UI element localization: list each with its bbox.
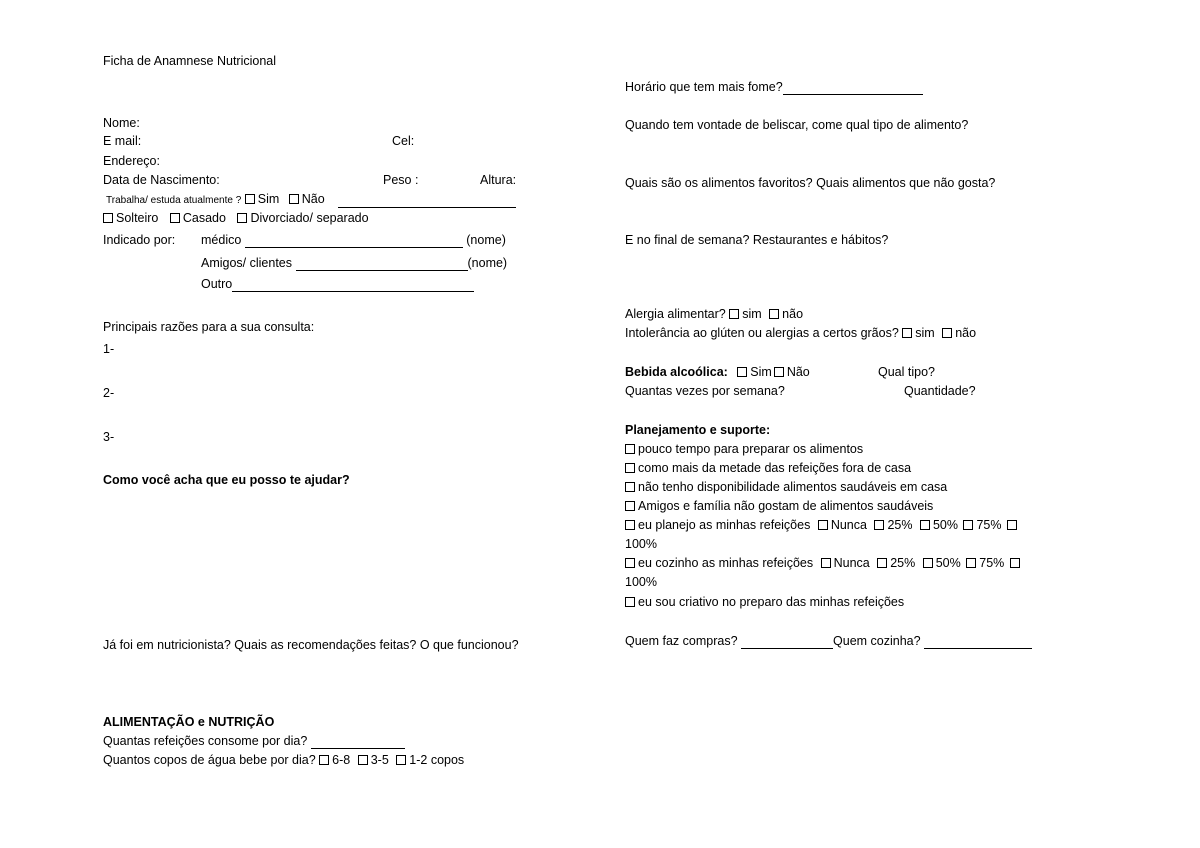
refeicoes-row: [103, 734, 405, 749]
bebida-nao-label: Não: [786, 365, 810, 379]
horario-label: Horário que tem mais fome?: [625, 80, 783, 94]
bebida-sim-label: Sim: [750, 365, 772, 379]
razao-1: 1-: [103, 342, 115, 356]
intolerancia-nao-checkbox[interactable]: [942, 328, 952, 338]
cozinho-nunca-label: Nunca: [833, 556, 870, 570]
cozinho-25-checkbox[interactable]: [877, 558, 887, 568]
casado-label: Casado: [182, 211, 226, 225]
intolerancia-row: [625, 326, 976, 341]
planejo-nunca-label: Nunca: [830, 518, 867, 532]
quantasvezes-label: Quantas vezes por semana?: [625, 384, 785, 398]
semana-question: E no final de semana? Restaurantes e hábitos?: [625, 233, 889, 247]
planejo-25-label: 25%: [887, 518, 913, 532]
trabalha-sim-checkbox[interactable]: [245, 194, 255, 204]
refeicoes-line[interactable]: [311, 736, 405, 749]
suporte-checkbox[interactable]: [625, 482, 635, 492]
copos-1-2-checkbox[interactable]: [396, 755, 406, 765]
cozinho-row: [625, 556, 1023, 571]
suporte-label: Amigos e família não gostam de alimentos saudáveis: [638, 499, 934, 513]
intolerancia-sim-label: sim: [915, 326, 935, 340]
nascimento-label: Data de Nascimento:: [103, 173, 220, 187]
planejo-75-checkbox[interactable]: [963, 520, 973, 530]
divorciado-checkbox[interactable]: [237, 213, 247, 223]
solteiro-label: Solteiro: [116, 211, 159, 225]
cozinho-25-label: 25%: [890, 556, 916, 570]
outro-line[interactable]: [232, 279, 474, 292]
cozinho-checkbox[interactable]: [625, 558, 635, 568]
solteiro-checkbox[interactable]: [103, 213, 113, 223]
cozinho-75-checkbox[interactable]: [966, 558, 976, 568]
planejo-row: [625, 518, 1020, 533]
planejo-100-label: 100%: [625, 537, 657, 551]
planejo-100-checkbox[interactable]: [1007, 520, 1017, 530]
medico-line[interactable]: [245, 235, 463, 248]
quantidade-label: Quantidade?: [904, 384, 976, 398]
planejamento-heading: Planejamento e suporte:: [625, 423, 771, 437]
favoritos-question: Quais são os alimentos favoritos? Quais alimentos que não gosta?: [625, 176, 996, 190]
amigos-line[interactable]: [296, 258, 468, 271]
alergia-sim-label: sim: [742, 307, 762, 321]
copos-6-8-checkbox[interactable]: [319, 755, 329, 765]
estado-civil-row: [103, 211, 369, 226]
criativo-item: [625, 595, 904, 610]
casado-checkbox[interactable]: [170, 213, 180, 223]
horario-row: [625, 80, 923, 95]
criativo-checkbox[interactable]: [625, 597, 635, 607]
amigos-label: Amigos/ clientes: [201, 256, 293, 270]
planejo-checkbox[interactable]: [625, 520, 635, 530]
planejo-25-checkbox[interactable]: [874, 520, 884, 530]
nome-label: Nome:: [103, 116, 140, 130]
peso-label: Peso :: [383, 173, 419, 187]
planejo-nunca-checkbox[interactable]: [818, 520, 828, 530]
intolerancia-sim-checkbox[interactable]: [902, 328, 912, 338]
copos-3-5-checkbox[interactable]: [358, 755, 368, 765]
copos-6-8-label: 6-8: [332, 753, 351, 767]
suporte-item: [625, 461, 911, 476]
planejo-50-checkbox[interactable]: [920, 520, 930, 530]
cozinho-nunca-checkbox[interactable]: [821, 558, 831, 568]
medico-label: médico: [201, 233, 242, 247]
copos-1-2-label: 1-2 copos: [409, 753, 465, 767]
copos-3-5-label: 3-5: [370, 753, 389, 767]
endereco-label: Endereço:: [103, 154, 160, 168]
trabalha-nao-label: Não: [301, 192, 325, 206]
bebida-label: Bebida alcoólica:: [625, 365, 728, 379]
amigos-row: [201, 256, 507, 271]
outro-row: [201, 277, 474, 292]
beliscar-question: Quando tem vontade de beliscar, come qual tipo de alimento?: [625, 118, 969, 132]
cozinho-50-label: 50%: [935, 556, 961, 570]
alergia-nao-checkbox[interactable]: [769, 309, 779, 319]
suporte-label: como mais da metade das refeições fora de casa: [638, 461, 912, 475]
planejo-label: eu planejo as minhas refeições: [638, 518, 811, 532]
suporte-item: [625, 499, 933, 514]
trabalha-sim-label: Sim: [257, 192, 280, 206]
altura-label: Altura:: [480, 173, 517, 187]
cozinho-label: eu cozinho as minhas refeições: [638, 556, 814, 570]
planejo-50-label: 50%: [932, 518, 958, 532]
outro-label: Outro: [201, 277, 233, 291]
medico-row: [201, 233, 506, 248]
alimentacao-heading: ALIMENTAÇÃO e NUTRIÇÃO: [103, 715, 275, 729]
criativo-label: eu sou criativo no preparo das minhas refeições: [638, 595, 905, 609]
alergia-sim-checkbox[interactable]: [729, 309, 739, 319]
nutricionista-question: Já foi em nutricionista? Quais as recomendações feitas? O que funcionou?: [103, 638, 519, 652]
intolerancia-nao-label: não: [955, 326, 977, 340]
suporte-item: [625, 442, 863, 457]
cel-label: Cel:: [392, 134, 415, 148]
suporte-checkbox[interactable]: [625, 501, 635, 511]
cozinha-label: Quem cozinha?: [833, 634, 921, 648]
trabalha-label: Trabalha/ estuda atualmente ?: [106, 195, 242, 206]
trabalha-line[interactable]: [338, 195, 516, 208]
trabalha-nao-checkbox[interactable]: [289, 194, 299, 204]
email-label: E mail:: [103, 134, 142, 148]
bebida-sim-checkbox[interactable]: [737, 367, 747, 377]
medico-nome-label: (nome): [466, 233, 506, 247]
compras-row: [625, 634, 1032, 649]
intolerancia-label: Intolerância ao glúten ou alergias a certos grãos?: [625, 326, 899, 340]
cozinho-100-checkbox[interactable]: [1010, 558, 1020, 568]
planejo-75-label: 75%: [976, 518, 1002, 532]
horario-line[interactable]: [783, 82, 923, 95]
page-title: Ficha de Anamnese Nutricional: [103, 54, 277, 68]
cozinha-line[interactable]: [924, 636, 1032, 649]
indicado-label: Indicado por:: [103, 233, 176, 247]
alergia-nao-label: não: [782, 307, 804, 321]
alergia-label: Alergia alimentar?: [625, 307, 726, 321]
alergia-row: [625, 307, 803, 322]
suporte-checkbox[interactable]: [625, 444, 635, 454]
compras-label: Quem faz compras?: [625, 634, 738, 648]
refeicoes-label: Quantas refeições consome por dia?: [103, 734, 308, 748]
razao-2: 2-: [103, 386, 115, 400]
cozinho-75-label: 75%: [979, 556, 1005, 570]
suporte-item: [625, 480, 947, 495]
razoes-label: Principais razões para a sua consulta:: [103, 320, 315, 334]
razao-3: 3-: [103, 430, 115, 444]
compras-line[interactable]: [741, 636, 833, 649]
amigos-nome-label: (nome): [467, 256, 508, 270]
bebida-row: [625, 365, 810, 380]
ajudar-question: Como você acha que eu posso te ajudar?: [103, 473, 350, 487]
divorciado-label: Divorciado/ separado: [250, 211, 369, 225]
suporte-label: pouco tempo para preparar os alimentos: [638, 442, 864, 456]
suporte-label: não tenho disponibilidade alimentos saudáveis em casa: [638, 480, 948, 494]
qualtipo-label: Qual tipo?: [878, 365, 935, 379]
bebida-nao-checkbox[interactable]: [774, 367, 784, 377]
suporte-checkbox[interactable]: [625, 463, 635, 473]
cozinho-50-checkbox[interactable]: [923, 558, 933, 568]
copos-label: Quantos copos de água bebe por dia?: [103, 753, 316, 767]
cozinho-100-label: 100%: [625, 575, 657, 589]
copos-row: [103, 753, 464, 768]
trabalha-row: [106, 192, 516, 208]
